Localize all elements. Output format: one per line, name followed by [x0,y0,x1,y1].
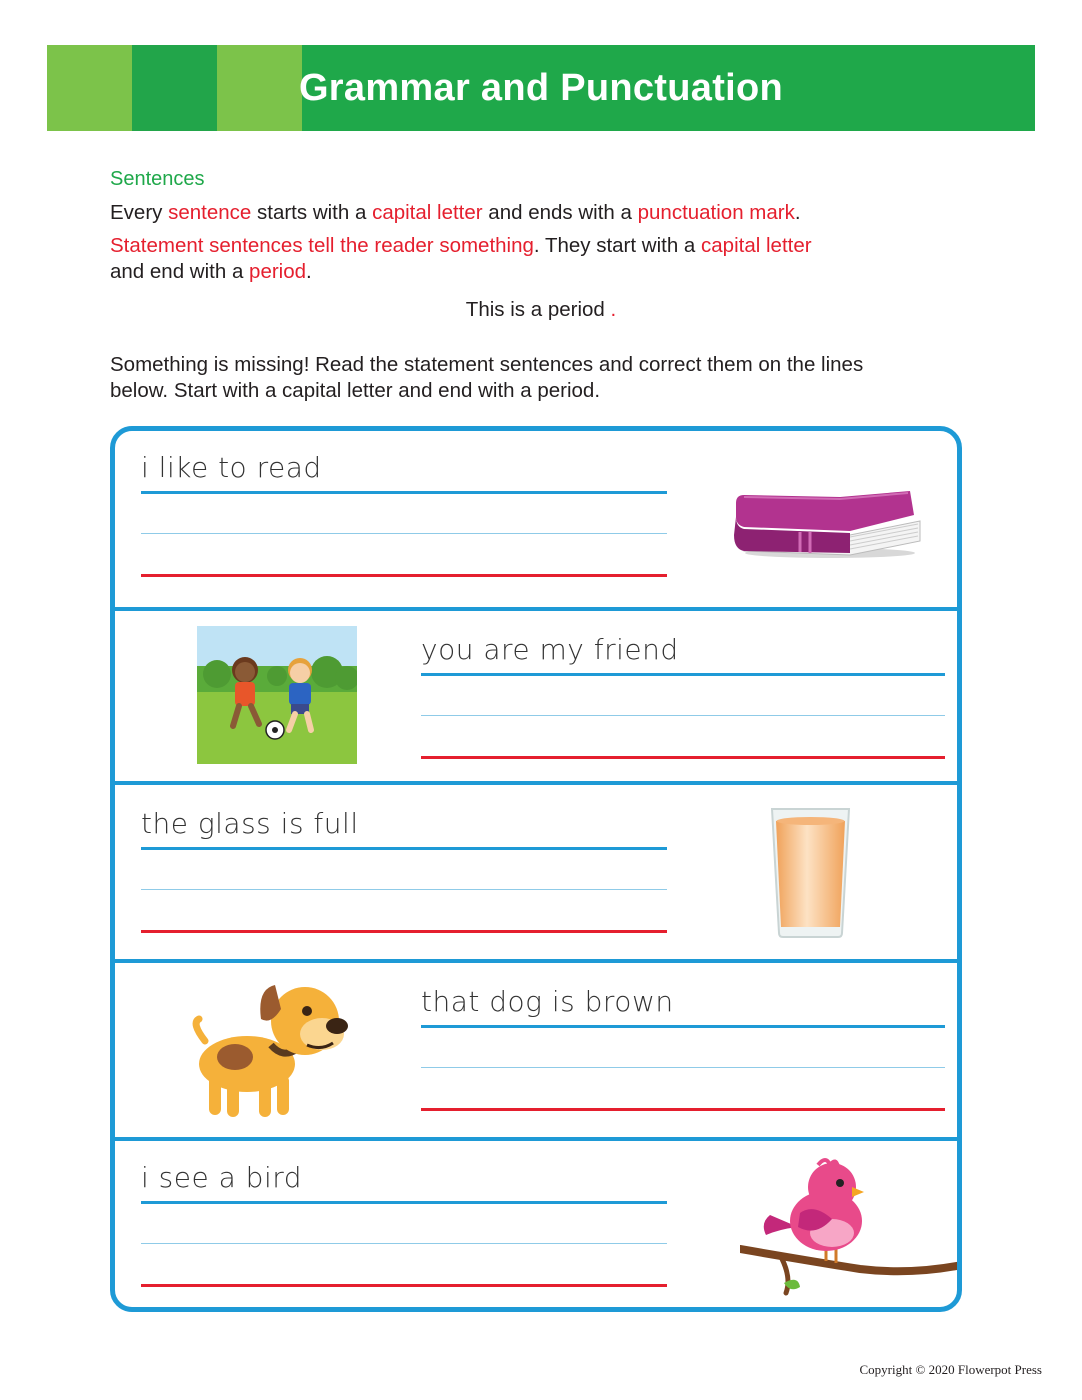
exercise-prompt: you are my friend [421,633,679,666]
highlight-text: period [249,260,307,283]
text: . [794,201,801,224]
exercise-box [110,426,962,1312]
period-example [0,298,1082,322]
instructions [110,352,863,404]
text: and ends with a [482,201,638,224]
exercise-row [115,781,957,963]
highlight-text: capital letter [372,201,483,224]
page-title: Grammar and Punctuation [298,67,784,109]
writing-line-top[interactable] [421,673,945,676]
text: Every [110,201,169,224]
text: starts with a [251,201,373,224]
writing-line-bottom[interactable] [141,574,667,577]
text: . [306,260,312,283]
text: and end with a [110,260,250,283]
instructions-line: Something is missing! Read the statement sentences and correct them on the lines [110,353,864,376]
writing-line-top[interactable] [141,847,667,850]
writing-line-top[interactable] [421,1025,945,1028]
writing-line-middle[interactable] [141,533,667,534]
highlight-text: sentence [168,201,252,224]
writing-line-top[interactable] [141,1201,667,1204]
instructions-line: below. Start with a capital letter and end with a period. [110,379,601,402]
highlight-text: capital letter [701,234,812,257]
text: This is a period [465,298,611,321]
writing-line-middle[interactable] [421,715,945,716]
rule-sentence-2 [110,233,812,259]
book-icon [730,491,925,561]
writing-line-bottom[interactable] [421,1108,945,1111]
rule-sentence-3 [110,259,312,285]
glass-of-juice-icon [768,805,853,940]
writing-line-middle[interactable] [141,1243,667,1244]
section-heading: Sentences [110,168,205,190]
bird-on-branch-icon [740,1157,962,1302]
period-mark: . [610,298,617,321]
writing-line-middle[interactable] [421,1067,945,1068]
kids-playing-soccer-icon [197,626,357,764]
exercise-prompt: i see a bird [141,1161,303,1194]
exercise-row [115,607,957,785]
rule-sentence-1 [110,200,801,226]
exercise-row [115,1137,957,1312]
text: . They start with a [533,234,702,257]
copyright-notice: Copyright © 2020 Flowerpot Press [859,1362,1042,1377]
highlight-text: punctuation mark [637,201,795,224]
exercise-prompt: that dog is brown [421,985,674,1018]
writing-line-bottom[interactable] [421,756,945,759]
puppy-icon [187,979,352,1124]
title-banner [47,45,1035,131]
exercise-prompt: the glass is full [141,807,359,840]
writing-line-top[interactable] [141,491,667,494]
writing-line-bottom[interactable] [141,930,667,933]
exercise-prompt: i like to read [141,451,322,484]
exercise-row [115,959,957,1141]
writing-line-bottom[interactable] [141,1284,667,1287]
highlight-text: Statement sentences tell the reader something [110,234,534,257]
exercise-row [115,431,957,607]
writing-line-middle[interactable] [141,889,667,890]
